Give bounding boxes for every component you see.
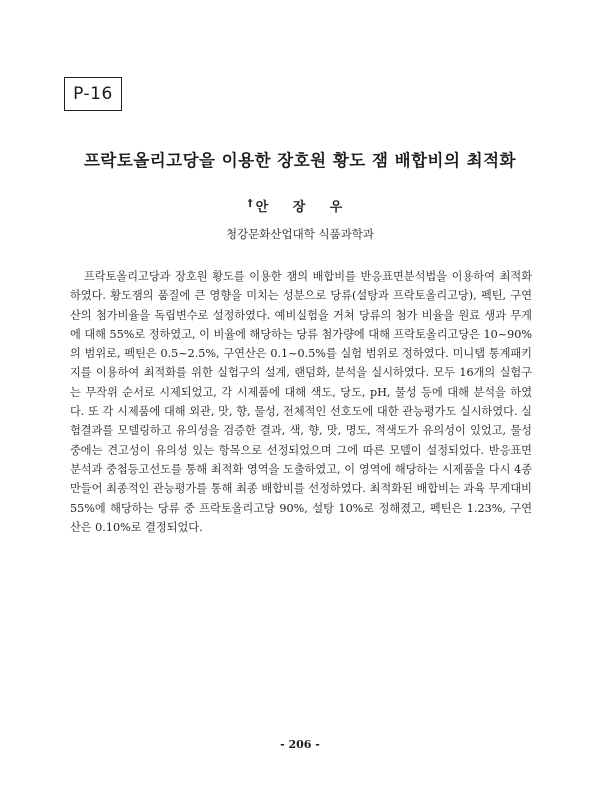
corresponding-author-mark: † [247, 198, 253, 209]
paper-code-box [64, 77, 122, 111]
paper-code: P-16 [73, 84, 113, 104]
author-affiliation: 청강문화산업대학 식품과학과 [225, 227, 375, 241]
abstract-text: 프락토올리고당과 장호원 황도를 이용한 잼의 배합비를 반응표면분석법을 이용하여 최적화하였다. 황도잼의 품질에 큰 영향을 미치는 성분으로 당류(설탕과 프락토올리고당), 펙틴, 구연산의 첨가비율을 독립변수로 설정하였다. 예비실험을 거쳐 당류의 첨가 비율을 원료 생과 무게에 대해 55%로 정하였고, 이 비율에 해당하는 당류 첨가량에 대해 프락토올리고당은 10~90%의 범위로, 펙틴은 0.5~2.5%, 구연산은 0.1~0.5%를 실험 범위로 정하였다. 미니탭 통계패키지를 이용하여 최적화를 위한 실험구의 설계, 랜덤화, 분석을 실시하였다. 모두 16개의 실험구는 무작위 순서로 시제되었고, 각 시제품에 대해 색도, 당도, pH, 물성 등에 대해 분석을 하였다. 또 각 시제품에 대해 외관, 맛, 향, 물성, 전체적인 선호도에 대한 관능평가도 실시하였다. 실험결과를 모델링하고 유의성을 검증한 결과, 색, 향, 맛, 명도, 적색도가 유의성이 있었고, 물성 중에는 견고성이 유의성 있는 항목으로 선정되었으며 그에 따른 모델이 설정되었다. 반응표면 분석과 중첩등고선도를 통해 최적화 영역을 도출하였고, 이 영역에 해당하는 시제품을 다시 4종 만들어 최종적인 관능평가를 통해 최종 배합비를 선정하였다. 최적화된 배합비는 과육 무게대비 55%에 해당하는 당류 중 프락토올리고당 90%, 설탕 10%로 정해졌고, 펙틴은 1.23%, 구연산은 0.10%로 결정되었다. [70, 270, 532, 534]
author-name: 안 장 우 [255, 200, 353, 215]
author-line [100, 196, 500, 215]
paper-title: 프락토올리고당을 이용한 장호원 황도 잼 배합비의 최적화 [83, 151, 516, 170]
page-number: - 206 - [280, 738, 320, 751]
